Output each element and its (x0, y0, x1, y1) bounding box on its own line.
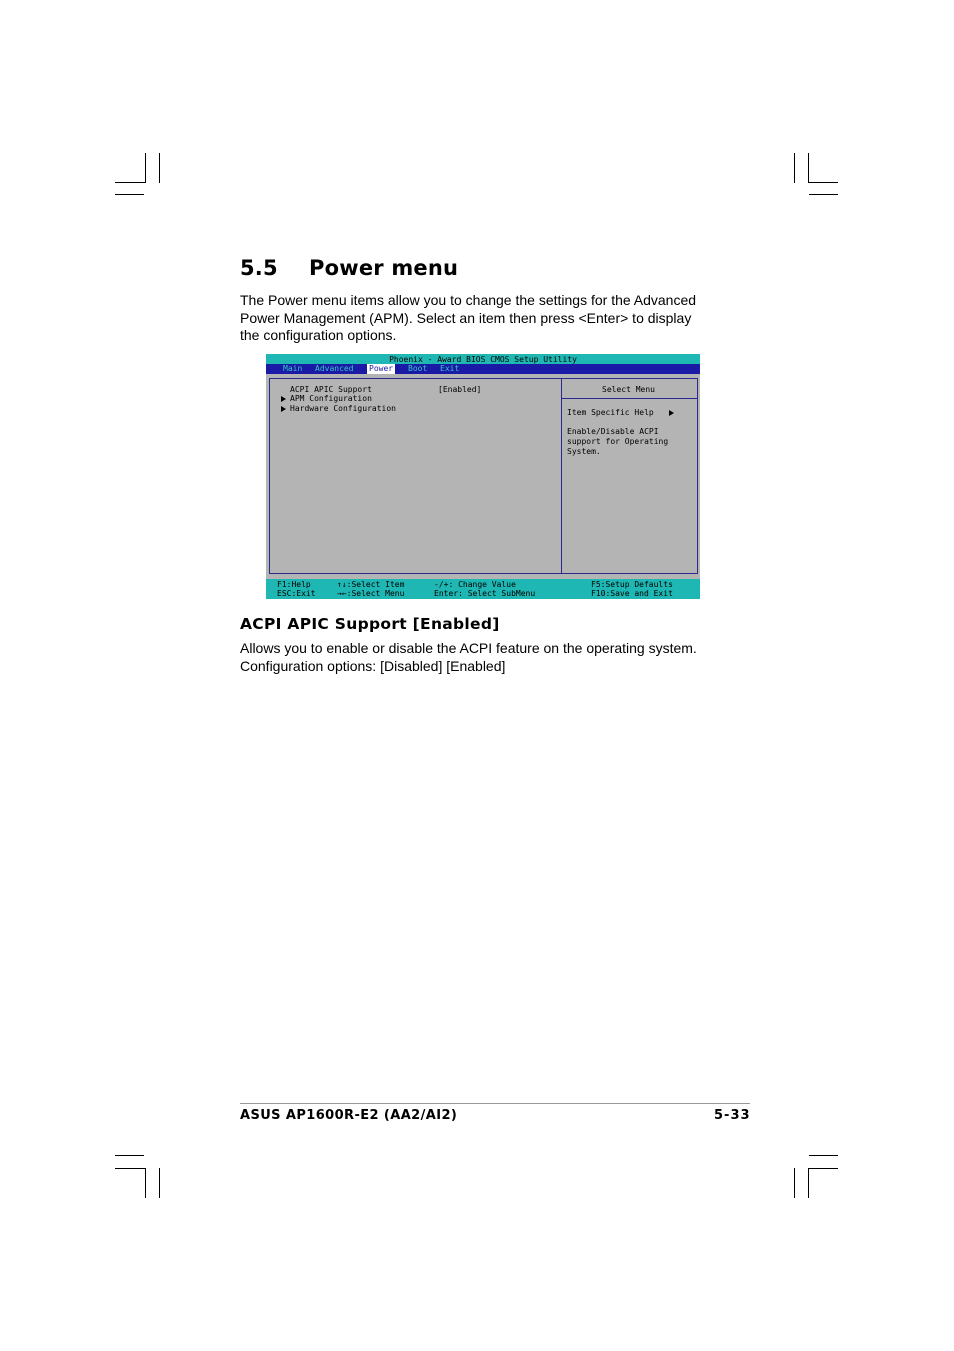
key-setup-defaults: F5:Setup Defaults (591, 580, 673, 589)
bios-help-title: Select Menu (602, 385, 655, 394)
bios-menu-exit[interactable]: Exit (440, 364, 460, 373)
crop-mark (115, 194, 144, 195)
key-select-menu: →←:Select Menu (337, 589, 405, 598)
subsection-body (240, 640, 720, 675)
intro-paragraph (240, 292, 720, 345)
key-save-exit: F10:Save and Exit (591, 589, 673, 598)
intro-line: The Power menu items allow you to change the settings for the Advanced (240, 292, 697, 308)
bios-menu-main[interactable]: Main (283, 364, 303, 373)
footer-page-number: 5-33 (714, 1108, 751, 1123)
subsection-title: ACPI APIC Support [Enabled] (240, 615, 500, 633)
key-select-submenu: Enter: Select SubMenu (434, 589, 536, 598)
key-select-item: ↑↓:Select Item (337, 580, 405, 589)
intro-line: the configuration options. (240, 327, 397, 343)
bios-item-acpi-apic-value[interactable]: [Enabled] (438, 385, 482, 394)
bios-menu-bar (266, 364, 700, 374)
bios-help-text: support for Operating (567, 437, 669, 446)
section-title (240, 256, 458, 280)
footer-product: ASUS AP1600R-E2 (AA2/AI2) (240, 1108, 458, 1123)
crop-mark (809, 194, 838, 195)
crop-mark (145, 1168, 146, 1198)
bios-item-apm-config[interactable]: APM Configuration (290, 394, 372, 403)
footer-rule (240, 1103, 750, 1104)
subsection-line: Allows you to enable or disable the ACPI feature on the operating system. (240, 640, 697, 656)
bios-item-hardware-config[interactable]: Hardware Configuration (290, 404, 396, 413)
crop-mark (115, 1168, 146, 1169)
crop-mark (808, 1168, 838, 1169)
subsection-line: Configuration options: [Disabled] [Enabled] (240, 657, 506, 674)
bios-help-text: Enable/Disable ACPI (567, 427, 659, 436)
submenu-arrow-icon (281, 406, 286, 412)
crop-mark (159, 153, 160, 183)
crop-mark (808, 1168, 809, 1198)
crop-mark (794, 153, 795, 183)
section-number: 5.5 (240, 256, 278, 280)
crop-mark (159, 1168, 160, 1198)
intro-line: Power Management (APM). Select an item then press <Enter> to display (240, 309, 692, 326)
key-help: F1:Help (277, 580, 311, 589)
bios-help-text: System. (567, 447, 601, 456)
crop-mark (794, 1168, 795, 1198)
bios-menu-power[interactable]: Power (369, 364, 394, 373)
crop-mark (115, 182, 146, 183)
crop-mark (808, 182, 838, 183)
crop-mark (115, 1155, 144, 1156)
bios-footer (266, 579, 700, 599)
bios-item-acpi-apic[interactable]: ACPI APIC Support (290, 385, 372, 394)
bios-menu-advanced[interactable]: Advanced (315, 364, 354, 373)
bios-title-bar: Phoenix - Award BIOS CMOS Setup Utility (266, 354, 700, 364)
bios-menu-boot[interactable]: Boot (408, 364, 428, 373)
bios-divider (562, 398, 698, 399)
help-arrow-icon (669, 410, 674, 416)
crop-mark (809, 1155, 838, 1156)
key-change-value: -/+: Change Value (434, 580, 516, 589)
bios-help-specific: Item Specific Help (567, 408, 654, 417)
crop-mark (145, 153, 146, 183)
crop-mark (808, 153, 809, 183)
bios-divider (561, 378, 562, 574)
submenu-arrow-icon (281, 396, 286, 402)
key-exit: ESC:Exit (277, 589, 316, 598)
bios-screen (266, 354, 700, 599)
section-heading: Power menu (309, 256, 459, 280)
